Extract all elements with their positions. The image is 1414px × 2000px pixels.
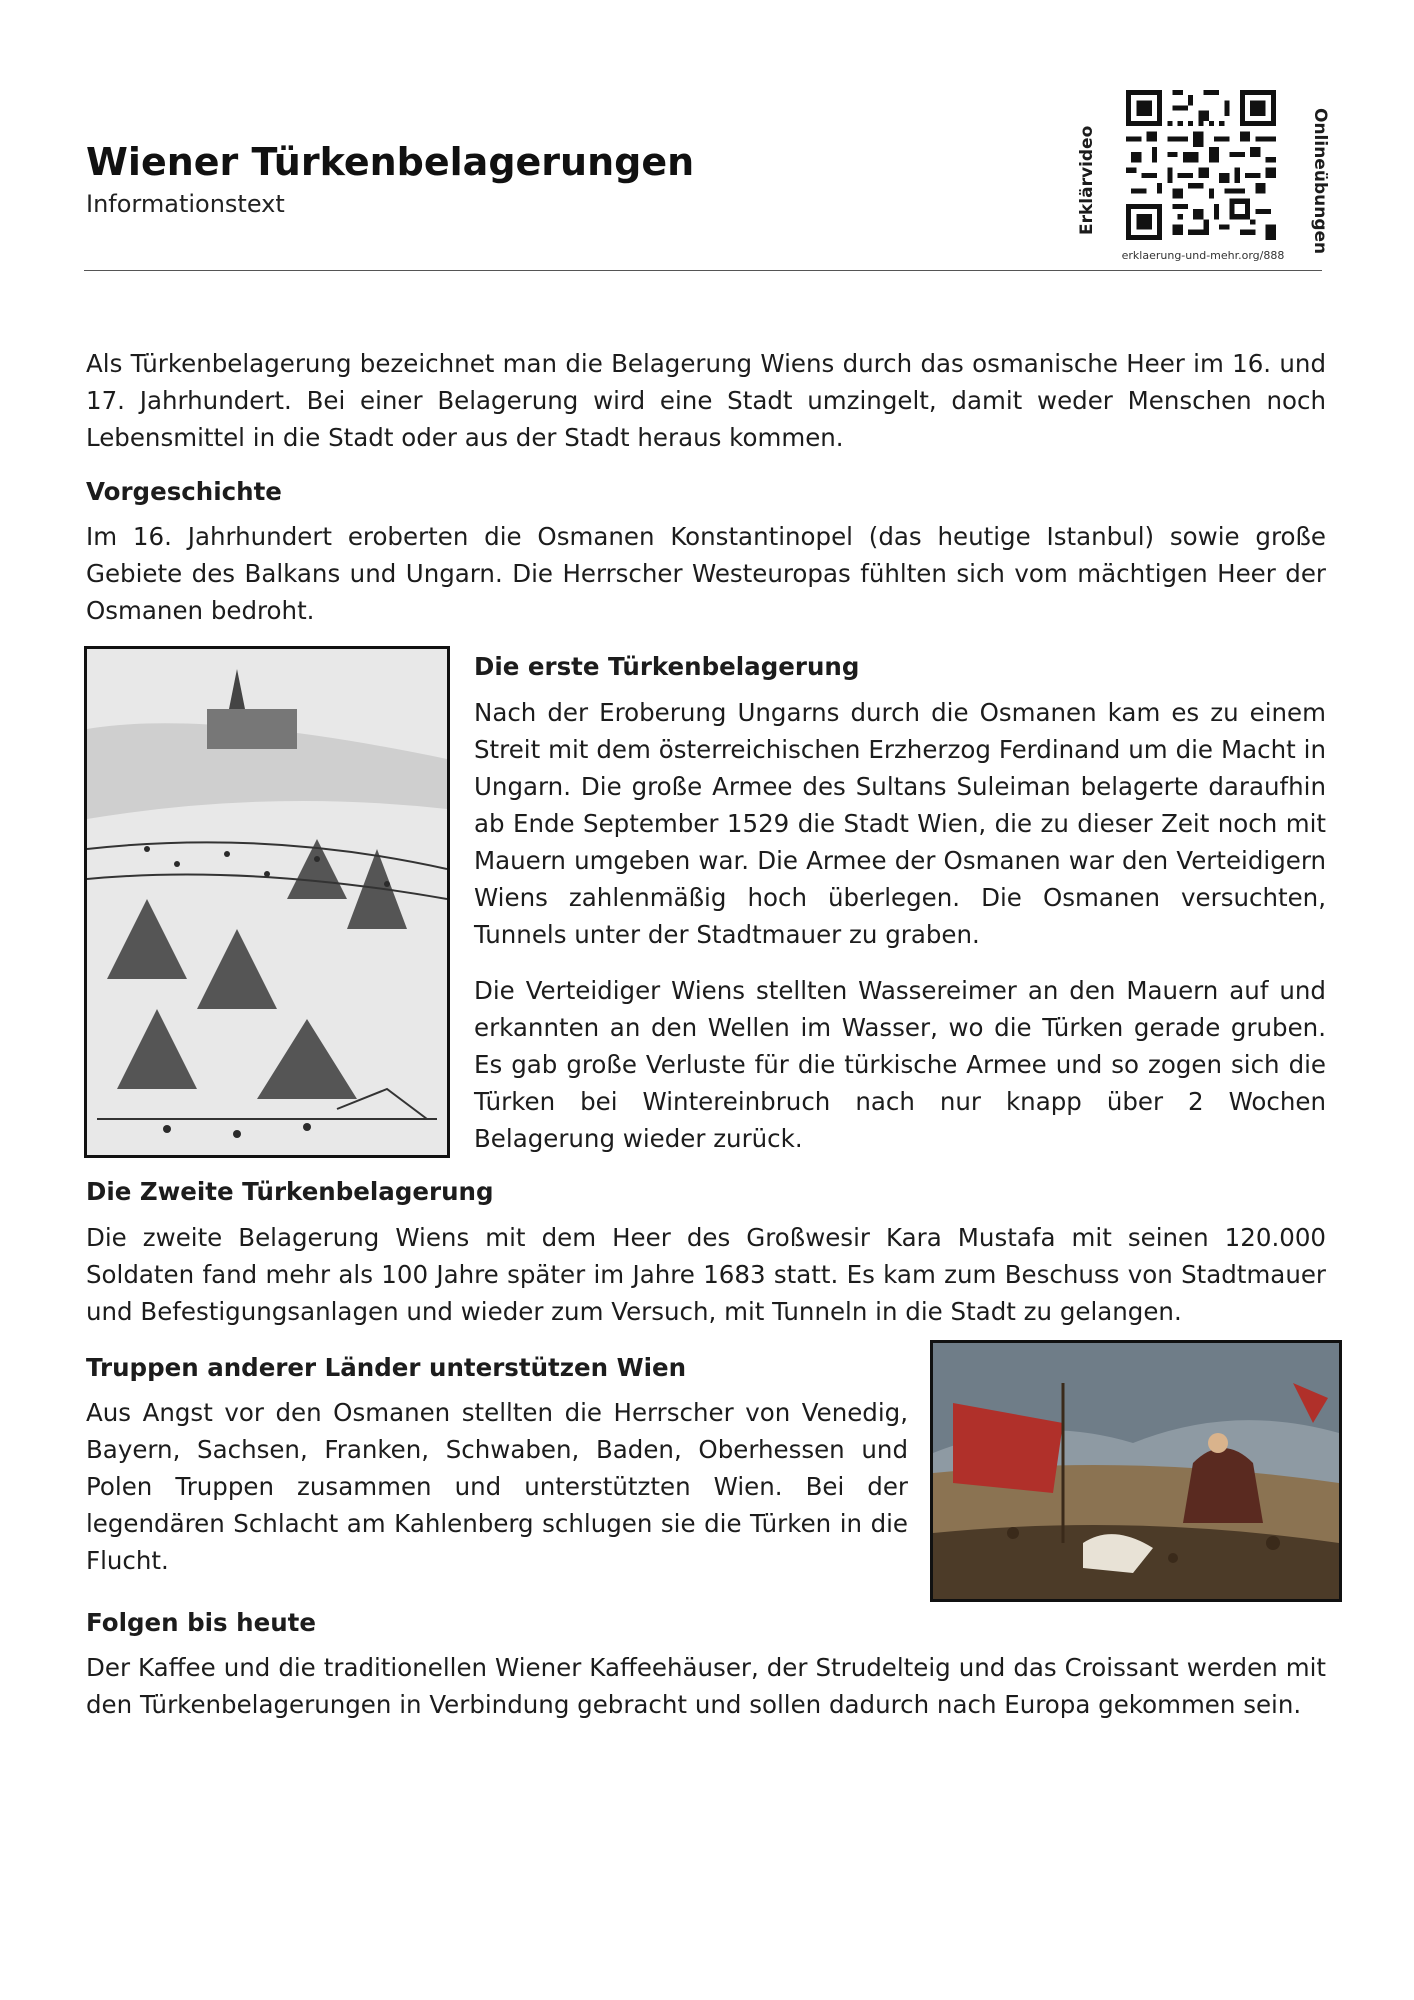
heading-folgen: Folgen bis heute bbox=[86, 1608, 316, 1637]
qr-url-caption[interactable]: erklaerung-und-mehr.org/888 bbox=[1121, 249, 1285, 262]
paragraph-zweite-belagerung: Die zweite Belagerung Wiens mit dem Heer des Großwesir Kara Mustafa mit seinen 120.000 Soldaten fand mehr als 100 Jahre später im Jahre 1683 statt. Es kam zum Beschuss von Stadtmauer und Befestigungsanlagen und wieder zum Versuch, mit Tunneln in die Stadt zu gelangen. bbox=[86, 1223, 1326, 1326]
heading-vorgeschichte: Vorgeschichte bbox=[86, 477, 282, 506]
heading-zweite-belagerung: Die Zweite Türkenbelagerung bbox=[86, 1177, 494, 1206]
header-divider bbox=[84, 270, 1322, 271]
paragraph-truppen: Aus Angst vor den Osmanen stellten die Herrscher von Venedig, Bayern, Sachsen, Franken, Schwaben, Baden, Oberhessen und Polen Truppen zusammen und unterstützten Wien. Bei der legendären Schlacht am Kahlenberg schlugen sie die Türken in die Flucht. bbox=[86, 1398, 908, 1575]
heading-truppen: Truppen anderer Länder unterstützen Wien bbox=[86, 1353, 687, 1382]
paragraph-folgen: Der Kaffee und die traditionellen Wiener Kaffeehäuser, der Strudelteig und das Croissant werden mit den Türkenbelagerungen in Verbindung gebracht und sollen dadurch nach Europa gekommen sein. bbox=[86, 1653, 1326, 1719]
paragraph-erste-belagerung-2: Die Verteidiger Wiens stellten Wassereimer an den Mauern auf und erkannten an den Wellen im Wasser, wo die Türken gerade gruben. Es gab große Verluste für die türkische Armee und so zogen sich die Türken bei Wintereinbruch nach nur knapp über 2 Wochen Belagerung wieder zurück. bbox=[474, 976, 1326, 1153]
battle-painting-image bbox=[930, 1340, 1342, 1602]
qr-code-icon[interactable] bbox=[1126, 90, 1276, 240]
paragraph-vorgeschichte: Im 16. Jahrhundert eroberten die Osmanen Konstantinopel (das heutige Istanbul) sowie große Gebiete des Balkans und Ungarn. Die Herrscher Westeuropas fühlten sich vom mächtigen Heer der Osmanen bedroht. bbox=[86, 522, 1326, 625]
page-title: Wiener Türkenbelagerungen bbox=[86, 140, 695, 184]
heading-erste-belagerung: Die erste Türkenbelagerung bbox=[474, 652, 860, 681]
qr-label-onlineuebungen: Onlineübungen bbox=[1310, 108, 1330, 255]
paragraph-erste-belagerung-1: Nach der Eroberung Ungarns durch die Osmanen kam es zu einem Streit mit dem österreichischen Erzherzog Ferdinand um die Macht in Ungarn. Die große Armee des Sultans Suleiman belagerte daraufhin ab Ende September 1529 die Stadt Wien, die zu dieser Zeit noch mit Mauern umgeben war. Die Armee der Osmanen war den Verteidigern Wiens zahlenmäßig hoch überlegen. Die Osmanen versuchten, Tunnels unter der Stadtmauer zu graben. bbox=[474, 698, 1326, 949]
siege-engraving-image bbox=[84, 646, 450, 1158]
qr-label-erklaervideo: Erklärvideo bbox=[1077, 125, 1097, 235]
page-subtitle: Informationstext bbox=[86, 190, 285, 218]
intro-paragraph: Als Türkenbelagerung bezeichnet man die Belagerung Wiens durch das osmanische Heer im 16. und 17. Jahrhundert. Bei einer Belagerung wird eine Stadt umzingelt, damit weder Menschen noch Lebensmittel in die Stadt oder aus der Stadt heraus kommen. bbox=[86, 349, 1326, 452]
